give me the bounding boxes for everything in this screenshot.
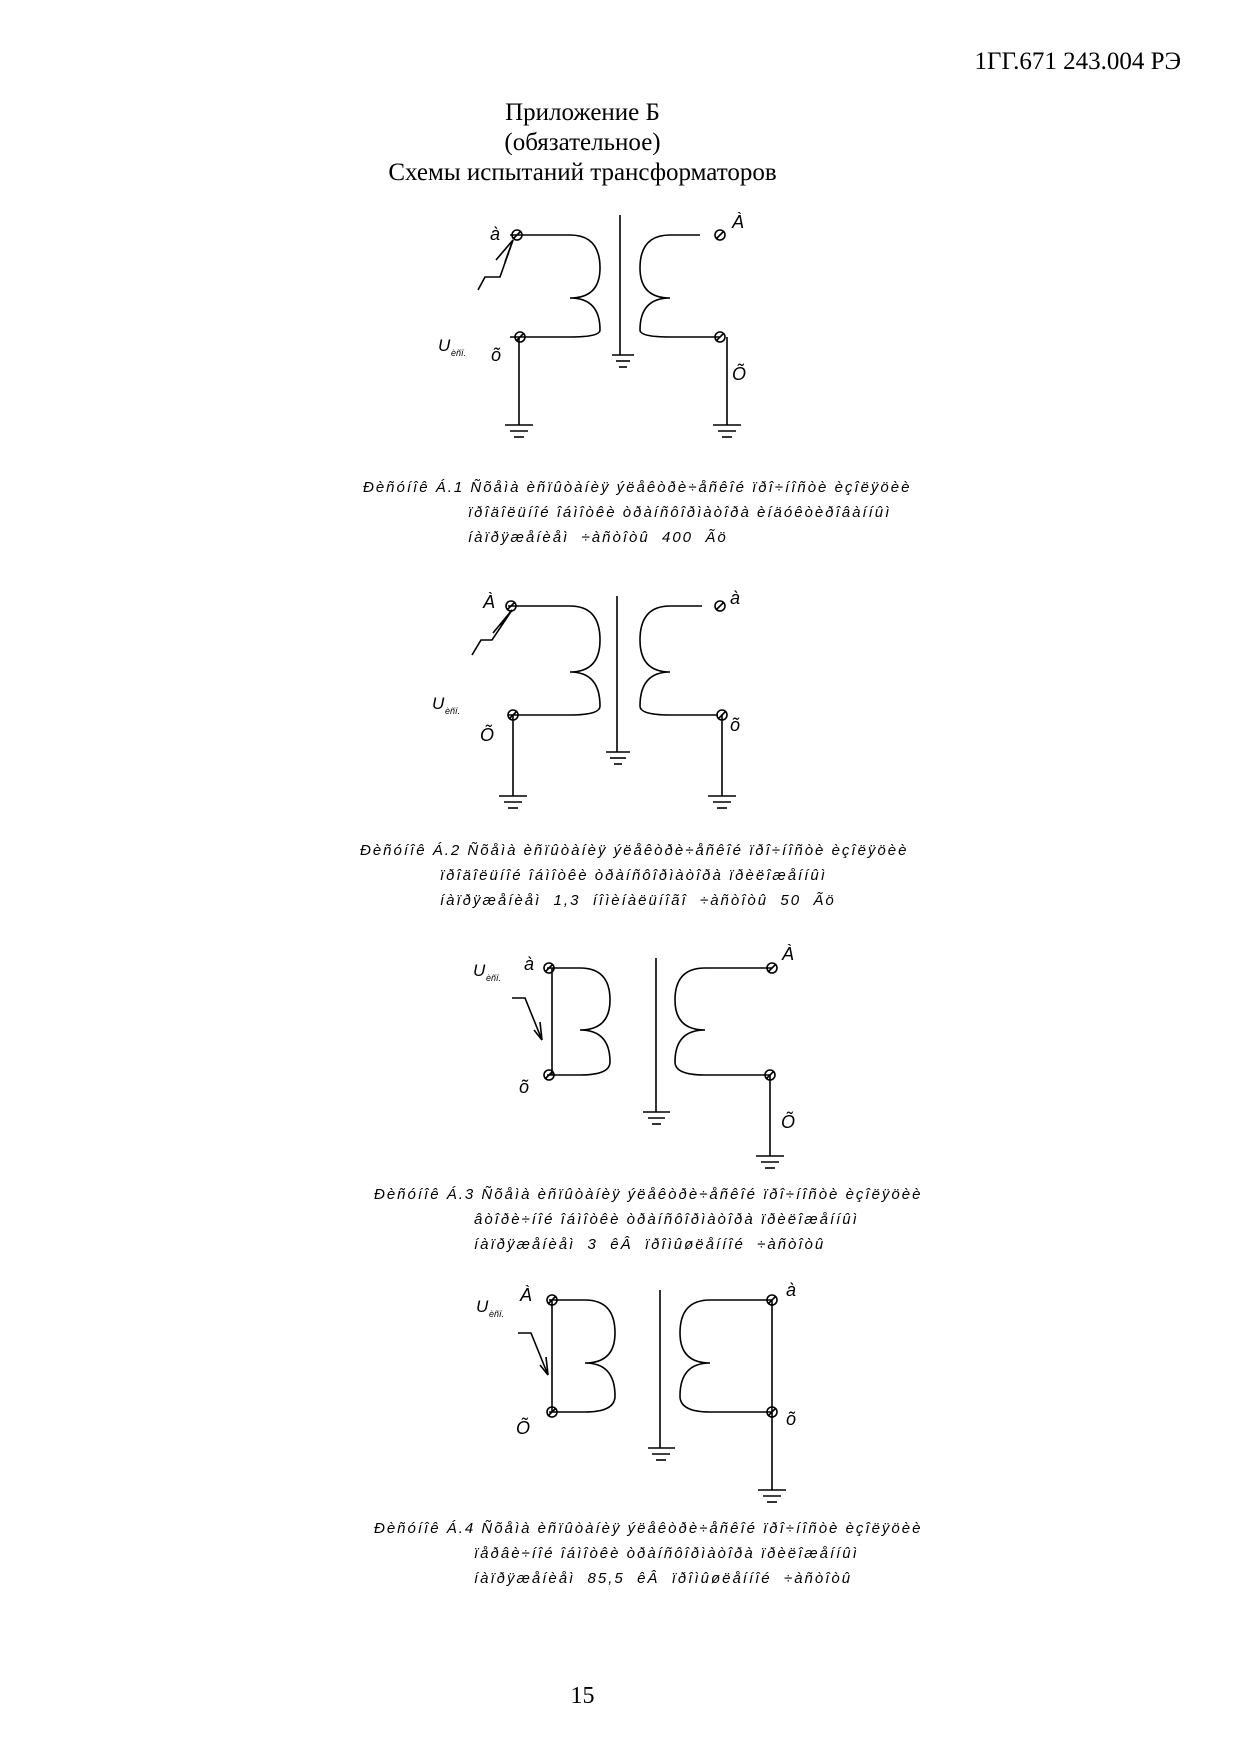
terminal-label: À — [732, 212, 745, 232]
figure-caption-line: íàïðÿæåíèåì 85,5 êÂ ïðîìûøëåííîé ÷àñòîòû — [474, 1570, 853, 1587]
voltage-subscript: èñï. — [489, 1309, 505, 1319]
figure-caption-line: íàïðÿæåíèåì ÷àñòîòû 400 Ãö — [468, 529, 728, 546]
page-number: 15 — [570, 1683, 595, 1709]
voltage-label: U — [473, 961, 486, 980]
figure-caption-line: Ðèñóíîê Á.1 Ñõåìà èñïûòàíèÿ ýëåêòðè÷åñêîé ïðî÷íîñòè èçîëÿöèè — [363, 479, 912, 496]
terminal-label: Õ — [480, 725, 495, 745]
terminal-label: Õ — [781, 1112, 796, 1132]
terminal-label: À — [782, 944, 795, 964]
terminal-label: õ — [491, 345, 502, 365]
terminal-label: õ — [730, 715, 741, 735]
appendix-title: Приложение Б — [505, 99, 660, 126]
figure-caption-line: ïðîäîëüíîé îáìîòêè òðàíñôîðìàòîðà èíäóêòèðîâàííûì — [468, 504, 892, 521]
figure-caption-line: Ðèñóíîê Á.2 Ñõåìà èñïûòàíèÿ ýëåêòðè÷åñêîé ïðî÷íîñòè èçîëÿöèè — [360, 842, 909, 859]
figure-caption-line: íàïðÿæåíèåì 1,3 íîìèíàëüíîãî ÷àñòîòû 50 Ãö — [440, 892, 836, 909]
terminal-label: À — [520, 1285, 533, 1305]
terminal-label: Õ — [516, 1418, 531, 1438]
voltage-subscript: èñï. — [486, 973, 502, 983]
figure-caption-line: ïåðâè÷íîé îáìîòêè òðàíñôîðìàòîðà ïðèëîæåííûì — [474, 1545, 859, 1562]
appendix-subject: Схемы испытаний трансформаторов — [388, 159, 777, 186]
document-number: 1ГГ.671 243.004 РЭ — [974, 48, 1181, 75]
terminal-label: Õ — [732, 364, 747, 384]
figure-caption-line: âòîðè÷íîé îáìîòêè òðàíñôîðìàòîðà ïðèëîæåííûì — [474, 1211, 859, 1228]
figure-caption-line: ïðîäîëüíîé îáìîòêè òðàíñôîðìàòîðà ïðèëîæåííûì — [440, 867, 827, 884]
appendix-status: (обязательное) — [504, 129, 661, 156]
terminal-label: õ — [786, 1409, 797, 1429]
figure-caption-line: Ðèñóíîê Á.3 Ñõåìà èñïûòàíèÿ ýëåêòðè÷åñêîé ïðî÷íîñòè èçîëÿöèè — [374, 1186, 923, 1203]
figure-caption-line: Ðèñóíîê Á.4 Ñõåìà èñïûòàíèÿ ýëåêòðè÷åñêîé ïðî÷íîñòè èçîëÿöèè — [374, 1520, 923, 1537]
voltage-subscript: èñï. — [445, 706, 461, 716]
terminal-label: À — [483, 592, 496, 612]
voltage-label: U — [432, 694, 445, 713]
terminal-label: õ — [519, 1077, 530, 1097]
terminal-label: à — [730, 588, 741, 608]
voltage-label: U — [438, 336, 451, 355]
terminal-label: à — [490, 224, 501, 244]
figure-caption-line: íàïðÿæåíèåì 3 êÂ ïðîìûøëåííîé ÷àñòîòû — [474, 1236, 826, 1253]
voltage-label: U — [476, 1297, 489, 1316]
voltage-subscript: èñï. — [451, 348, 467, 358]
terminal-label: à — [786, 1280, 797, 1300]
terminal-label: à — [524, 954, 535, 974]
